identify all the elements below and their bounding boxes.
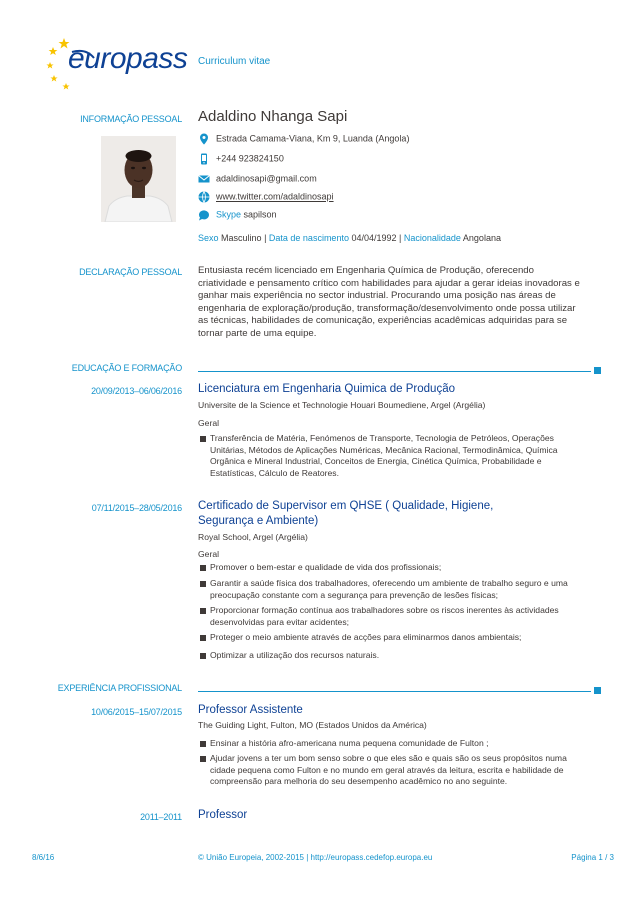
section-label-personal: INFORMAÇÃO PESSOAL	[80, 114, 182, 124]
bullet-square-icon	[200, 581, 206, 587]
dob-label: Data de nascimento	[268, 233, 349, 243]
bullet-square-icon	[200, 608, 206, 614]
edu-dates: 07/11/2015–28/05/2016	[91, 503, 182, 513]
email-row	[198, 171, 317, 185]
edu-dates: 20/09/2013–06/06/2016	[91, 386, 182, 396]
skype-icon	[198, 209, 210, 221]
edu-org: Universite de la Science et Technologie Houari Boumediene, Argel (Argélia)	[198, 400, 486, 410]
website-link[interactable]: www.twitter.com/adaldinosapi	[216, 191, 334, 202]
email-text[interactable]: adaldinosapi@gmail.com	[216, 173, 317, 184]
sex-label: Sexo	[198, 233, 219, 243]
exp-title: Professor Assistente	[198, 704, 303, 716]
bullet-square-icon	[200, 635, 206, 641]
statement-line: engenharia de exploração/produção, transformação/desenvolvimento onde possa utilizar	[198, 302, 576, 314]
statement-text	[198, 265, 608, 341]
phone-icon	[198, 153, 210, 165]
edu-title: Licenciatura em Engenharia Quimica de Produção	[198, 383, 455, 395]
section-marker	[594, 367, 601, 374]
section-label-experience: EXPERIÊNCIA PROFISSIONAL	[57, 683, 182, 693]
nationality-value: Angolana	[462, 233, 501, 243]
edu-org: Royal School, Argel (Argélia)	[198, 532, 308, 542]
statement-line: criatividade e pensamento crítico com habilidades para ajudar a gerar ideias inovadoras e	[198, 277, 580, 289]
email-icon	[198, 173, 210, 185]
exp-title: Professor	[198, 809, 248, 821]
sex-value: Masculino	[221, 233, 262, 243]
exp-dates: 2011–2011	[140, 812, 182, 822]
nationality-label: Nacionalidade	[403, 233, 461, 243]
address-row	[198, 131, 409, 145]
section-marker	[594, 687, 601, 694]
website-row	[198, 189, 334, 203]
dob-value: 04/04/1992	[351, 233, 397, 243]
personal-details-row: Sexo Masculino | Data de nascimento 04/04/1992 | Nacionalidade Angolana	[198, 233, 501, 243]
person-name: Adaldino Nhanga Sapi	[198, 108, 348, 125]
logo-wordmark: europass	[68, 42, 188, 75]
europass-logo	[44, 30, 194, 90]
bullet-square-icon	[200, 653, 206, 659]
edu-type: Geral	[198, 549, 220, 559]
footer-copyright[interactable]: © União Europeia, 2002-2015 | http://europass.cedefop.europa.eu	[198, 853, 433, 862]
exp-dates: 10/06/2015–15/07/2015	[91, 707, 182, 717]
skype-row	[198, 207, 277, 221]
document-subtitle: Curriculum vitae	[198, 56, 271, 67]
bullet-square-icon	[200, 565, 206, 571]
skype-label: Skype	[216, 209, 242, 220]
phone-text: +244 923824150	[216, 153, 284, 164]
statement-line: tornar parte de uma equipe.	[198, 327, 317, 339]
section-label-statement: DECLARAÇÃO PESSOAL	[79, 267, 182, 277]
edu-type: Geral	[198, 418, 220, 428]
statement-line: Entusiasta recém licenciado em Engenharia Química de Produção, oferecendo	[198, 265, 534, 276]
skype-text: sapilson	[243, 209, 277, 220]
location-icon	[198, 133, 210, 145]
bullet-square-icon	[200, 436, 206, 442]
statement-line: ganhar mais experiência no sector industrial. Procurando uma posição nas áreas de	[198, 290, 556, 302]
section-label-education: EDUCAÇÃO E FORMAÇÃO	[71, 363, 182, 373]
footer-page-number: Página 1 / 3	[571, 853, 614, 862]
web-icon	[198, 191, 210, 203]
statement-line: as técnicas, habilidades de comunicação, experiências acadêmicas adquiridas para se	[198, 315, 568, 327]
edu-title: Certificado de Supervisor em QHSE ( Qualidade, Higiene, Segurança e Ambiente)	[198, 500, 494, 527]
phone-row	[198, 151, 284, 165]
address-text: Estrada Camama-Viana, Km 9, Luanda (Angola)	[216, 133, 410, 144]
section-divider	[198, 691, 591, 692]
bullet-square-icon	[200, 741, 206, 747]
section-divider	[198, 371, 591, 372]
profile-photo	[101, 136, 176, 222]
bullet-square-icon	[200, 756, 206, 762]
exp-org: The Guiding Light, Fulton, MO (Estados Unidos da América)	[198, 720, 427, 730]
footer-date: 8/6/16	[32, 853, 55, 862]
